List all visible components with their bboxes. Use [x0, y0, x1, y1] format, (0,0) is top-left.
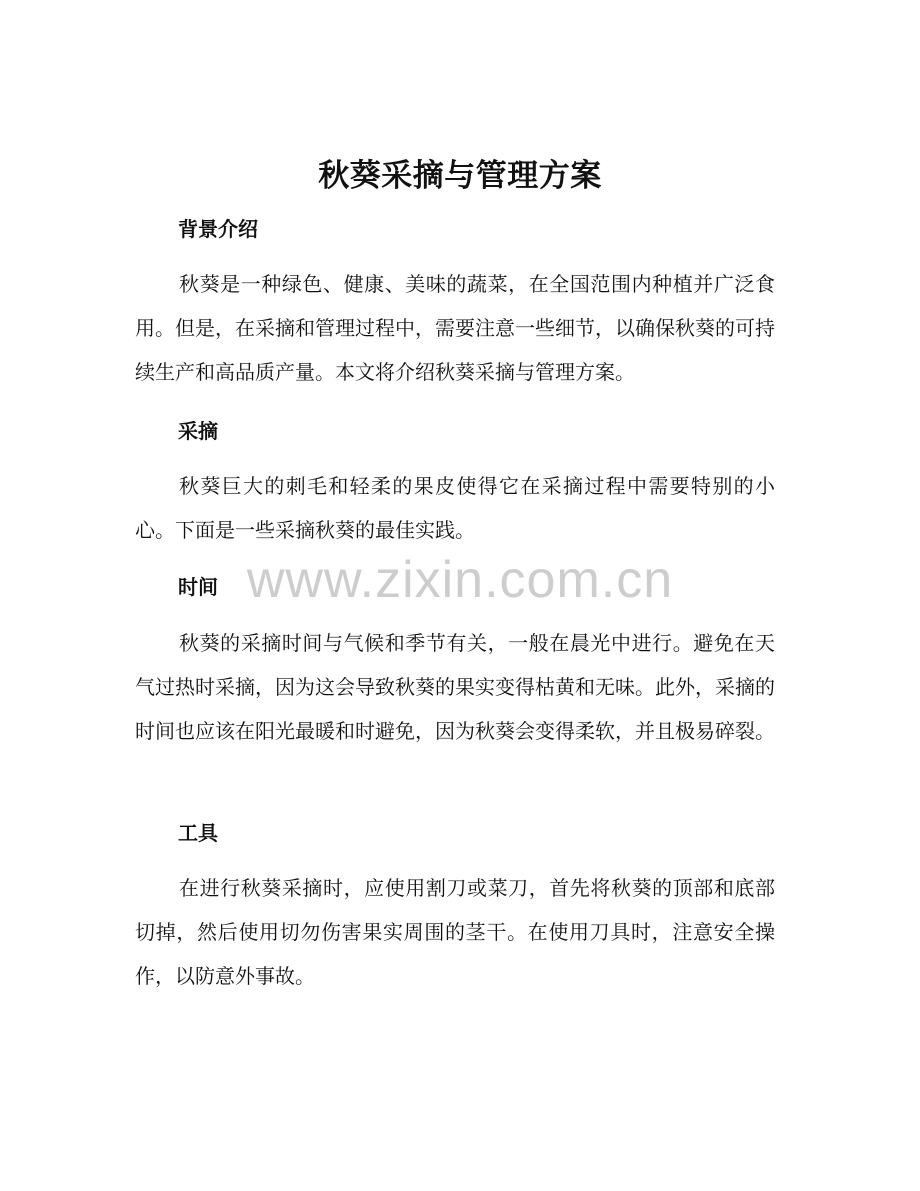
page-title: 秋葵采摘与管理方案: [318, 158, 602, 194]
section-heading-timing: 时间: [178, 575, 218, 599]
section-body-background: 秋葵是一种绿色、健康、美味的蔬菜，在全国范围内种植并广泛食用。但是，在采摘和管理过程中，需要注意一些细节，以确保秋葵的可持续生产和高品质产量。本文将介绍秋葵采摘与管理方案。: [135, 272, 775, 384]
section-heading-tools: 工具: [178, 821, 218, 845]
watermark: www.zixin.com.cn: [246, 551, 674, 609]
section-body-picking: 秋葵巨大的刺毛和轻柔的果皮使得它在采摘过程中需要特别的小心。下面是一些采摘秋葵的最佳实践。: [135, 474, 775, 542]
section-body-timing: 秋葵的采摘时间与气候和季节有关，一般在晨光中进行。避免在天气过热时采摘，因为这会导致秋葵的果实变得枯黄和无味。此外，采摘的时间也应该在阳光最暖和时避免，因为秋葵会变得柔软，并且极易碎裂。: [135, 631, 775, 743]
section-body-tools: 在进行秋葵采摘时，应使用割刀或菜刀，首先将秋葵的顶部和底部切掉，然后使用切勿伤害果实周围的茎干。在使用刀具时，注意安全操作，以防意外事故。: [135, 876, 775, 988]
section-heading-picking: 采摘: [178, 419, 218, 443]
section-heading-background: 背景介绍: [178, 217, 258, 241]
